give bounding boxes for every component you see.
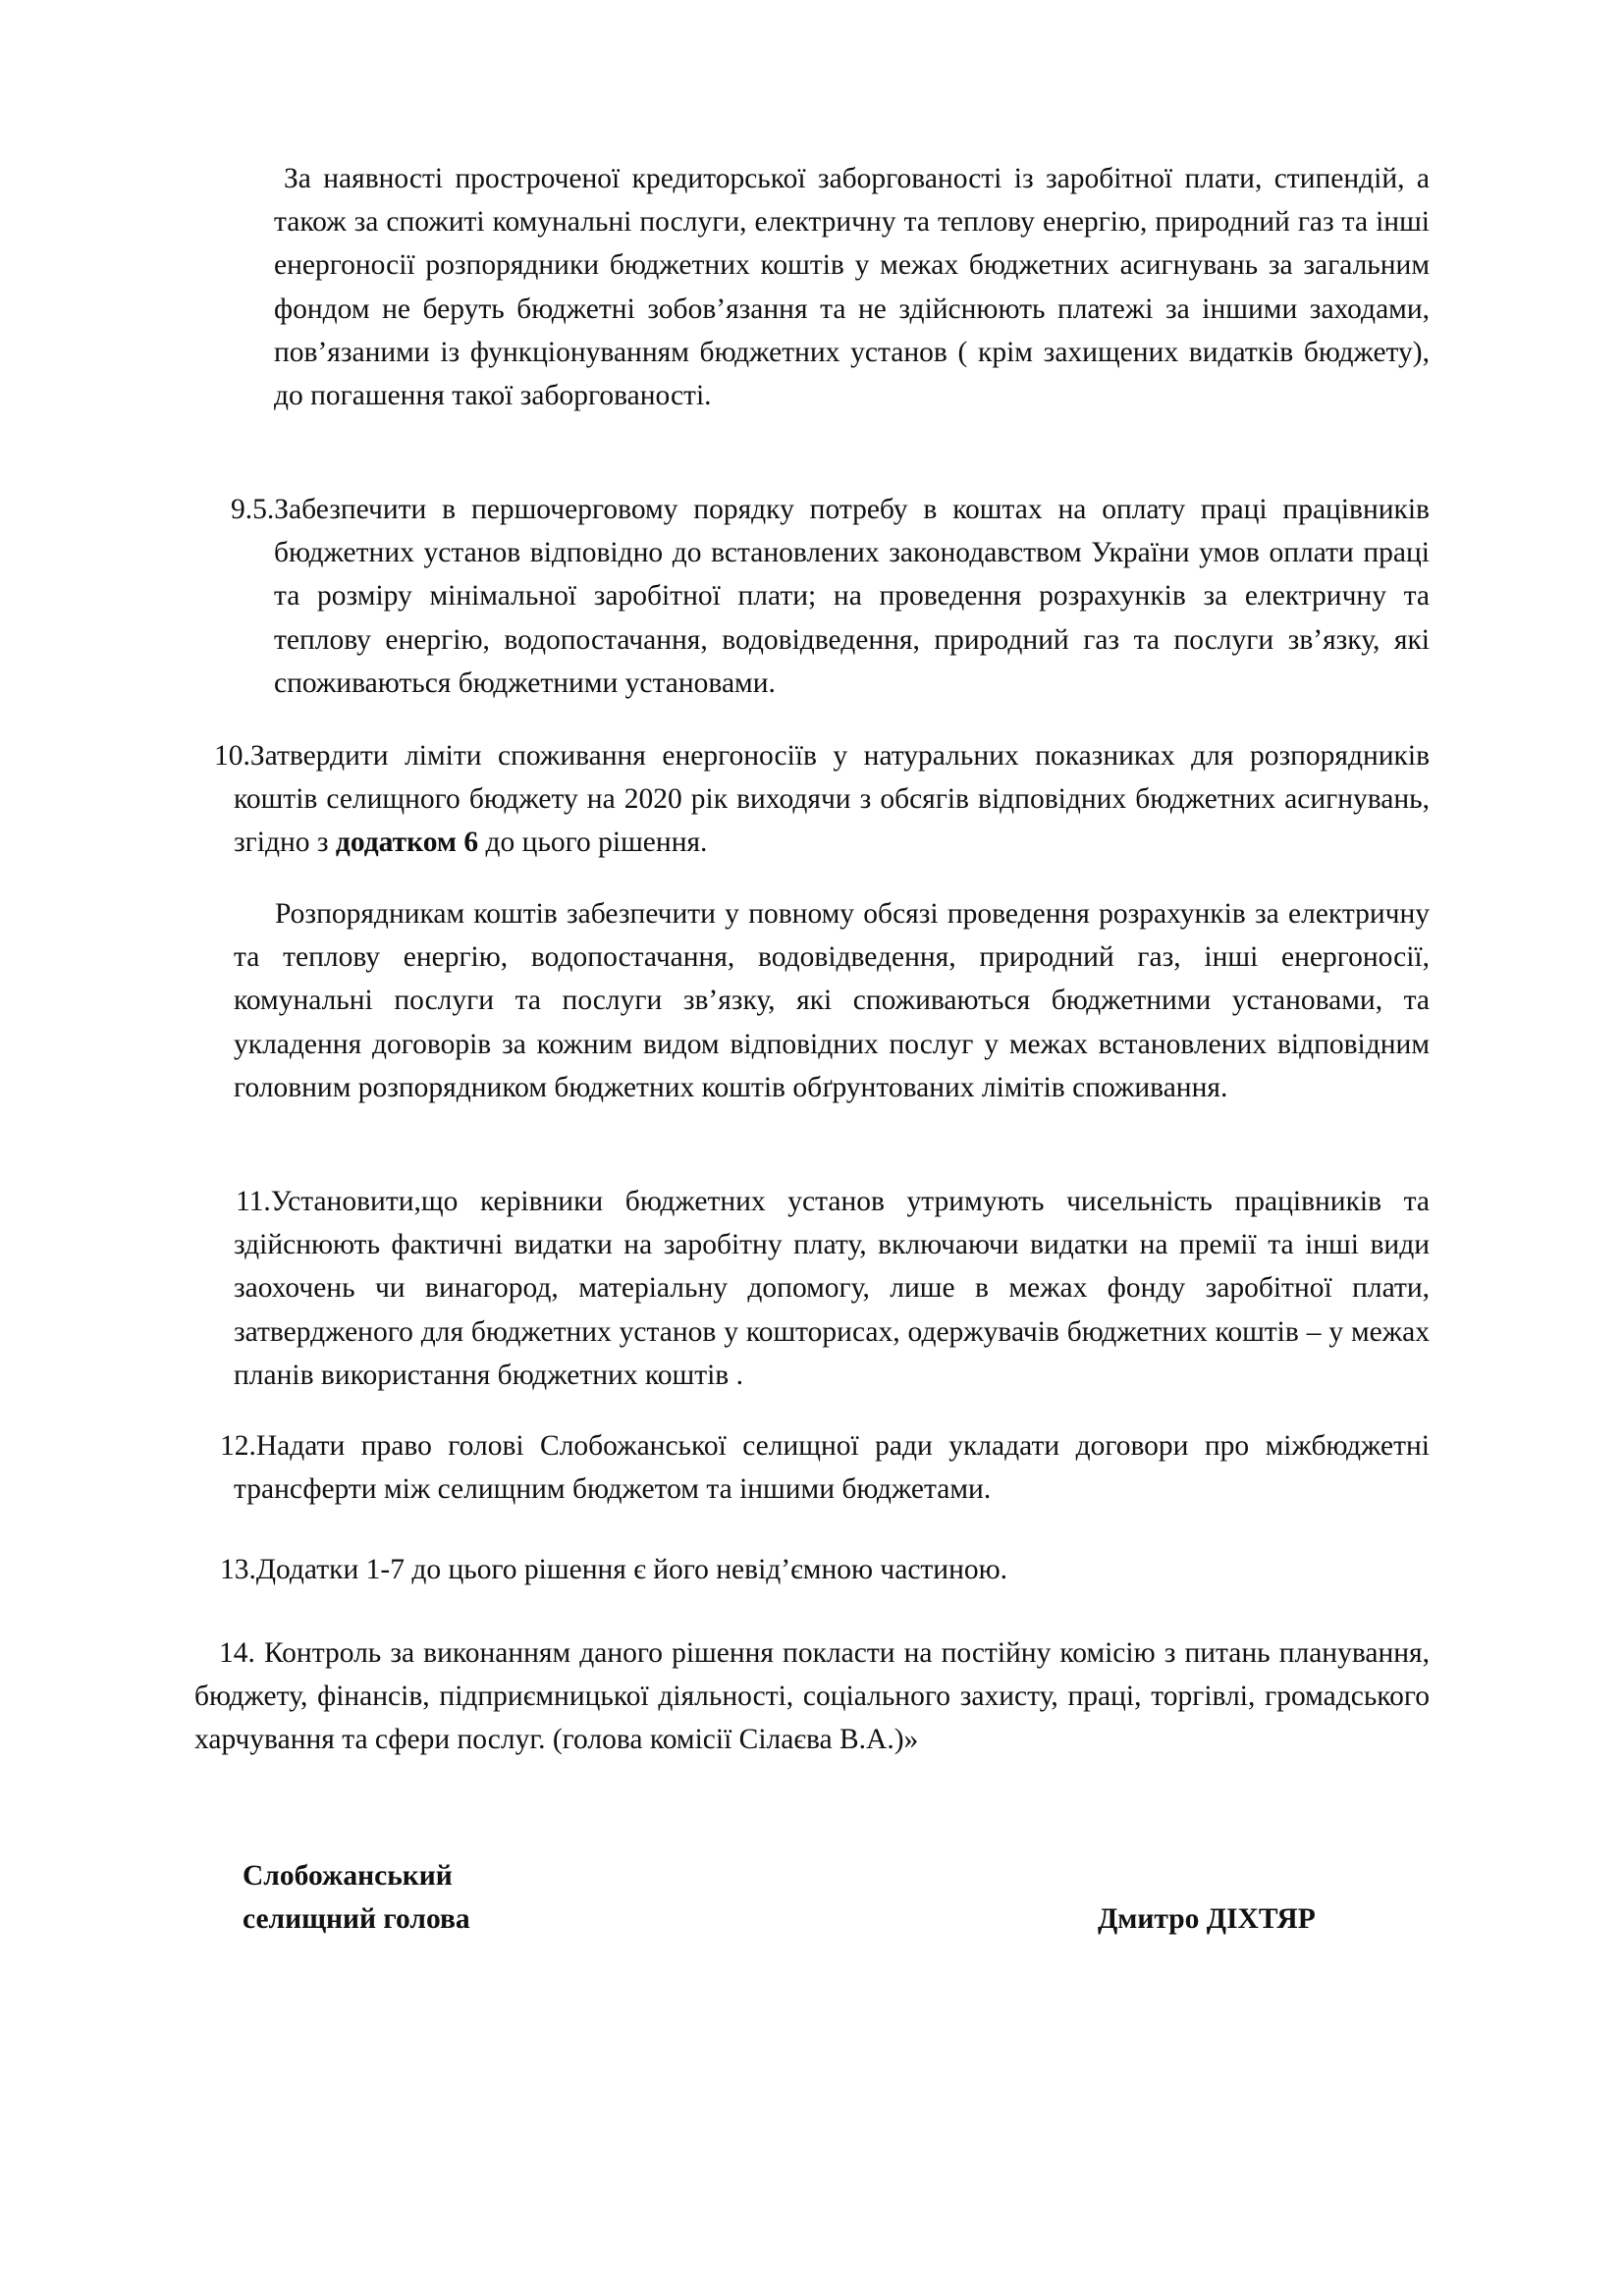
paragraph-13: 13.Додатки 1-7 до цього рішення є його невід’ємною частиною.: [220, 1554, 1008, 1585]
paragraph-10-sub: Розпорядникам коштів забезпечити у повному обсязі проведення розрахунків за електричну та теплову енергію, водопостачання, водовідведення, природний газ, інші енергоносії, комунальні послуги та послуги зв’язку, які споживаються бюджетними установами, та укладення договорів за кожним видом відповідних послуг у межах встановлених відповідним головним розпорядником бюджетних коштів обґрунтованих лімітів споживання.: [234, 898, 1430, 1103]
paragraph-intro: За наявності простроченої кредиторської заборгованості із заробітної плати, стипендій, а також за спожиті комунальні послуги, електричну та теплову енергію, природний газ та інші енергоносії розпорядники бюджетних коштів у межах бюджетних асигнувань за загальним фондом не беруть бюджетні зобов’язання та не здійснюють платежі за іншими заходами, пов’язаними із функціонуванням бюджетних установ ( крім захищених видатків бюджету), до погашення такої заборгованості.: [274, 163, 1430, 412]
paragraph-12: 12.Надати право голові Слобожанської селищної ради укладати договори про міжбюджетні трансферти між селищним бюджетом та іншими бюджетами.: [220, 1430, 1430, 1506]
paragraph-10-text: 10.Затвердити ліміти споживання енергоносіїв у натуральних показниках для розпорядників коштів селищного бюджету на 2020 рік виходячи з обсягів відповідних бюджетних асигнувань, згідно з: [214, 740, 1430, 859]
paragraph-10-text-end: до цього рішення.: [478, 827, 708, 859]
paragraph-10: [214, 734, 1430, 865]
paragraph-9-5: 9.5.Забезпечити в першочерговому порядку потребу в коштах на оплату праці працівників бюджетних установ відповідно до встановлених законодавством України умов оплати праці та розміру мінімальної заробітної плати; на проведення розрахунків за електричну та теплову енергію, водопостачання, водовідведення, природний газ та послуги зв’язку, які споживаються бюджетними установами.: [231, 494, 1430, 699]
signature-title: [243, 1854, 733, 1941]
paragraph-14: 14. Контроль за виконанням даного рішення покласти на постійну комісію з питань планування, бюджету, фінансів, підприємницької діяльності, соціального захисту, праці, торгівлі, громадського харчування та сфери послуг. (голова комісії Сілаєва В.А.)»: [194, 1637, 1430, 1756]
paragraph-10-bold-reference: додатком 6: [335, 827, 479, 859]
signature-name: Дмитро ДІХТЯР: [1098, 1903, 1316, 1935]
signature-title-line-1: Слобожанський: [243, 1860, 453, 1892]
signature-title-line-2: селищний голова: [243, 1903, 470, 1935]
paragraph-11: 11.Установити,що керівники бюджетних установ утримують чисельність працівників та здійснюють фактичні видатки на заробітну плату, включаючи видатки на премії та інші види заохочень чи винагород, матеріальну допомогу, лише в межах фонду заробітної плати, затвердженого для бюджетних установ у кошторисах, одержувачів бюджетних коштів – у межах планів використання бюджетних коштів .: [234, 1186, 1430, 1391]
